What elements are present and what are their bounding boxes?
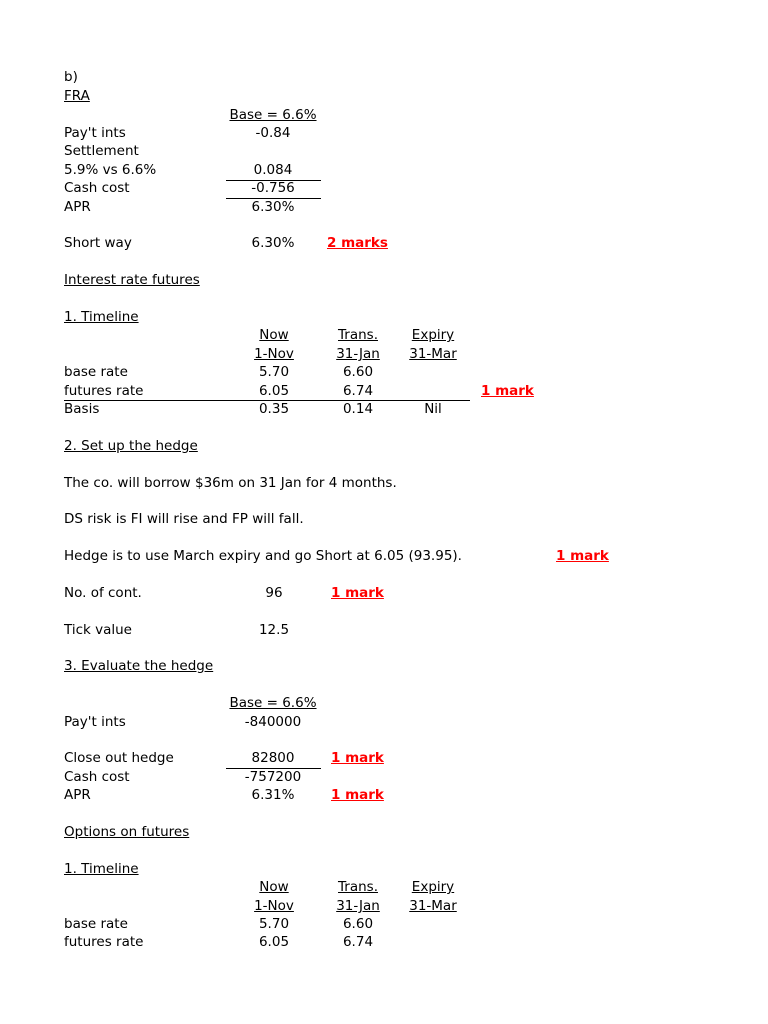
col-expiry: Expiry bbox=[411, 879, 455, 895]
body-line: DS risk is FI will rise and FP will fall. bbox=[64, 511, 304, 527]
mark-annotation: 1 mark bbox=[331, 750, 384, 766]
row-label: Tick value bbox=[64, 622, 132, 638]
part-label: b) bbox=[64, 69, 78, 85]
cell: 6.74 bbox=[342, 383, 374, 399]
row-label: APR bbox=[64, 787, 91, 803]
cell: 5.70 bbox=[258, 916, 290, 932]
cell: -840000 bbox=[244, 714, 302, 730]
row-label: Close out hedge bbox=[64, 750, 174, 766]
fra-row-value: 0.084 bbox=[253, 162, 293, 178]
fra-row-label: Cash cost bbox=[64, 180, 130, 196]
body-line: Hedge is to use March expiry and go Short at 6.05 (93.95). bbox=[64, 548, 462, 564]
cell: 5.70 bbox=[258, 364, 290, 380]
col-trans: Trans. bbox=[338, 879, 378, 895]
fra-column-header: Base = 6.6% bbox=[229, 107, 317, 123]
oof-timeline-heading: 1. Timeline bbox=[64, 861, 139, 877]
col-expiry-date: 31-Mar bbox=[409, 346, 457, 362]
cell: 6.60 bbox=[342, 364, 374, 380]
col-trans-date: 31-Jan bbox=[336, 898, 380, 914]
short-way-value: 6.30% bbox=[251, 235, 295, 251]
cell: 6.31% bbox=[251, 787, 295, 803]
mark-annotation: 1 mark bbox=[481, 383, 534, 399]
mark-annotation: 1 mark bbox=[556, 548, 609, 564]
cell: -757200 bbox=[244, 769, 302, 785]
col-trans-date: 31-Jan bbox=[336, 346, 380, 362]
row-label: base rate bbox=[64, 916, 128, 932]
irf-timeline-heading: 1. Timeline bbox=[64, 309, 139, 325]
mark-annotation: 2 marks bbox=[327, 235, 388, 251]
short-way-label: Short way bbox=[64, 235, 132, 251]
col-expiry: Expiry bbox=[411, 327, 455, 343]
cell: 6.05 bbox=[258, 383, 290, 399]
body-line: The co. will borrow $36m on 31 Jan for 4 months. bbox=[64, 475, 397, 491]
row-label: No. of cont. bbox=[64, 585, 142, 601]
irf-heading: Interest rate futures bbox=[64, 272, 200, 288]
evaluate-heading: 3. Evaluate the hedge bbox=[64, 658, 214, 674]
fra-heading: FRA bbox=[64, 88, 90, 104]
setup-heading: 2. Set up the hedge bbox=[64, 438, 198, 454]
row-label: Basis bbox=[64, 401, 100, 417]
col-trans: Trans. bbox=[338, 327, 378, 343]
cell: 6.05 bbox=[258, 934, 290, 950]
fra-row-value: 6.30% bbox=[251, 199, 295, 215]
cell: 6.74 bbox=[342, 934, 374, 950]
fra-row-value: -0.756 bbox=[251, 180, 295, 196]
row-label: futures rate bbox=[64, 383, 144, 399]
col-now: Now bbox=[259, 879, 289, 895]
col-now-date: 1-Nov bbox=[254, 898, 294, 914]
eval-column-header: Base = 6.6% bbox=[229, 695, 317, 711]
col-now-date: 1-Nov bbox=[254, 346, 294, 362]
cell: Nil bbox=[424, 401, 442, 417]
fra-row-label: Settlement bbox=[64, 143, 139, 159]
row-label: futures rate bbox=[64, 934, 144, 950]
cell: 6.60 bbox=[342, 916, 374, 932]
col-now: Now bbox=[259, 327, 289, 343]
fra-row-label: Pay't ints bbox=[64, 125, 126, 141]
col-expiry-date: 31-Mar bbox=[409, 898, 457, 914]
oof-heading: Options on futures bbox=[64, 824, 190, 840]
cell: 96 bbox=[265, 585, 283, 601]
row-label: base rate bbox=[64, 364, 128, 380]
row-label: Cash cost bbox=[64, 769, 130, 785]
fra-row-value: -0.84 bbox=[255, 125, 291, 141]
cell: 82800 bbox=[251, 750, 295, 766]
mark-annotation: 1 mark bbox=[331, 787, 384, 803]
cell: 0.35 bbox=[258, 401, 290, 417]
fra-row-label: APR bbox=[64, 199, 91, 215]
fra-row-label: 5.9% vs 6.6% bbox=[64, 162, 157, 178]
cell: 12.5 bbox=[258, 622, 290, 638]
mark-annotation: 1 mark bbox=[331, 585, 384, 601]
row-label: Pay't ints bbox=[64, 714, 126, 730]
cell: 0.14 bbox=[342, 401, 374, 417]
